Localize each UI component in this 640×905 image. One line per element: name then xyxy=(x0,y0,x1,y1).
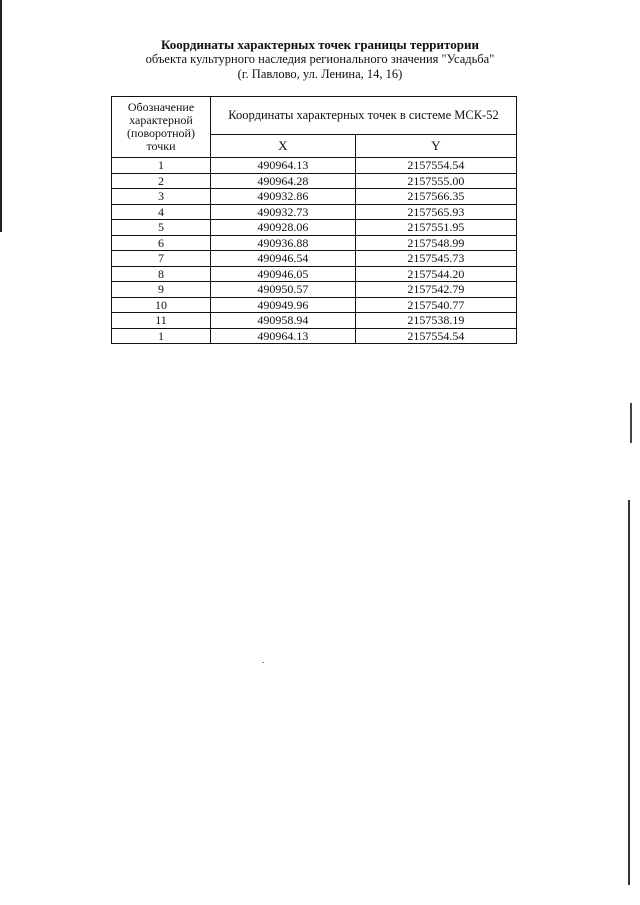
y-column-header: Y xyxy=(355,134,516,157)
scan-edge-right-top xyxy=(630,403,632,443)
table-row xyxy=(112,266,517,282)
x-cell: 490928.06 xyxy=(211,220,356,236)
coordinate-system-header: Координаты характерных точек в системе МСК-52 xyxy=(211,97,517,135)
point-cell: 8 xyxy=(112,266,211,282)
y-cell: 2157555.00 xyxy=(355,173,516,189)
table-row xyxy=(112,328,517,344)
table-row xyxy=(112,158,517,174)
table-row xyxy=(112,313,517,329)
y-cell: 2157544.20 xyxy=(355,266,516,282)
point-cell: 1 xyxy=(112,158,211,174)
point-cell: 6 xyxy=(112,235,211,251)
x-cell: 490964.28 xyxy=(211,173,356,189)
point-cell: 9 xyxy=(112,282,211,298)
scan-edge-left xyxy=(0,0,2,232)
y-cell: 2157545.73 xyxy=(355,251,516,267)
y-cell: 2157540.77 xyxy=(355,297,516,313)
point-cell: 2 xyxy=(112,173,211,189)
point-cell: 3 xyxy=(112,189,211,205)
point-cell: 10 xyxy=(112,297,211,313)
table-row xyxy=(112,204,517,220)
y-cell: 2157542.79 xyxy=(355,282,516,298)
x-cell: 490946.54 xyxy=(211,251,356,267)
title-line-2: объекта культурного наследия регионального значения "Усадьба" xyxy=(145,52,495,66)
y-cell: 2157551.95 xyxy=(355,220,516,236)
point-cell: 11 xyxy=(112,313,211,329)
table-row xyxy=(112,235,517,251)
table-row xyxy=(112,220,517,236)
document-title xyxy=(100,37,540,82)
x-cell: 490949.96 xyxy=(211,297,356,313)
coordinates-table xyxy=(111,96,517,344)
point-cell: 4 xyxy=(112,204,211,220)
x-cell: 490964.13 xyxy=(211,328,356,344)
y-cell: 2157554.54 xyxy=(355,158,516,174)
point-cell: 1 xyxy=(112,328,211,344)
x-cell: 490964.13 xyxy=(211,158,356,174)
y-cell: 2157548.99 xyxy=(355,235,516,251)
table-row xyxy=(112,251,517,267)
scan-edge-right xyxy=(628,500,630,885)
y-cell: 2157538.19 xyxy=(355,313,516,329)
x-cell: 490950.57 xyxy=(211,282,356,298)
point-cell: 5 xyxy=(112,220,211,236)
title-line-1: Координаты характерных точек границы территории xyxy=(161,37,479,52)
y-cell: 2157554.54 xyxy=(355,328,516,344)
table-row xyxy=(112,282,517,298)
y-cell: 2157565.93 xyxy=(355,204,516,220)
table-row xyxy=(112,173,517,189)
point-cell: 7 xyxy=(112,251,211,267)
title-line-3: (г. Павлово, ул. Ленина, 14, 16) xyxy=(237,67,403,81)
x-cell: 490932.86 xyxy=(211,189,356,205)
x-column-header: X xyxy=(211,134,356,157)
x-cell: 490936.88 xyxy=(211,235,356,251)
table-row xyxy=(112,297,517,313)
x-cell: 490946.05 xyxy=(211,266,356,282)
table-row xyxy=(112,189,517,205)
y-cell: 2157566.35 xyxy=(355,189,516,205)
point-header: Обозначение характерной (поворотной) точки xyxy=(112,97,211,158)
scan-speck xyxy=(262,662,264,663)
x-cell: 490958.94 xyxy=(211,313,356,329)
x-cell: 490932.73 xyxy=(211,204,356,220)
